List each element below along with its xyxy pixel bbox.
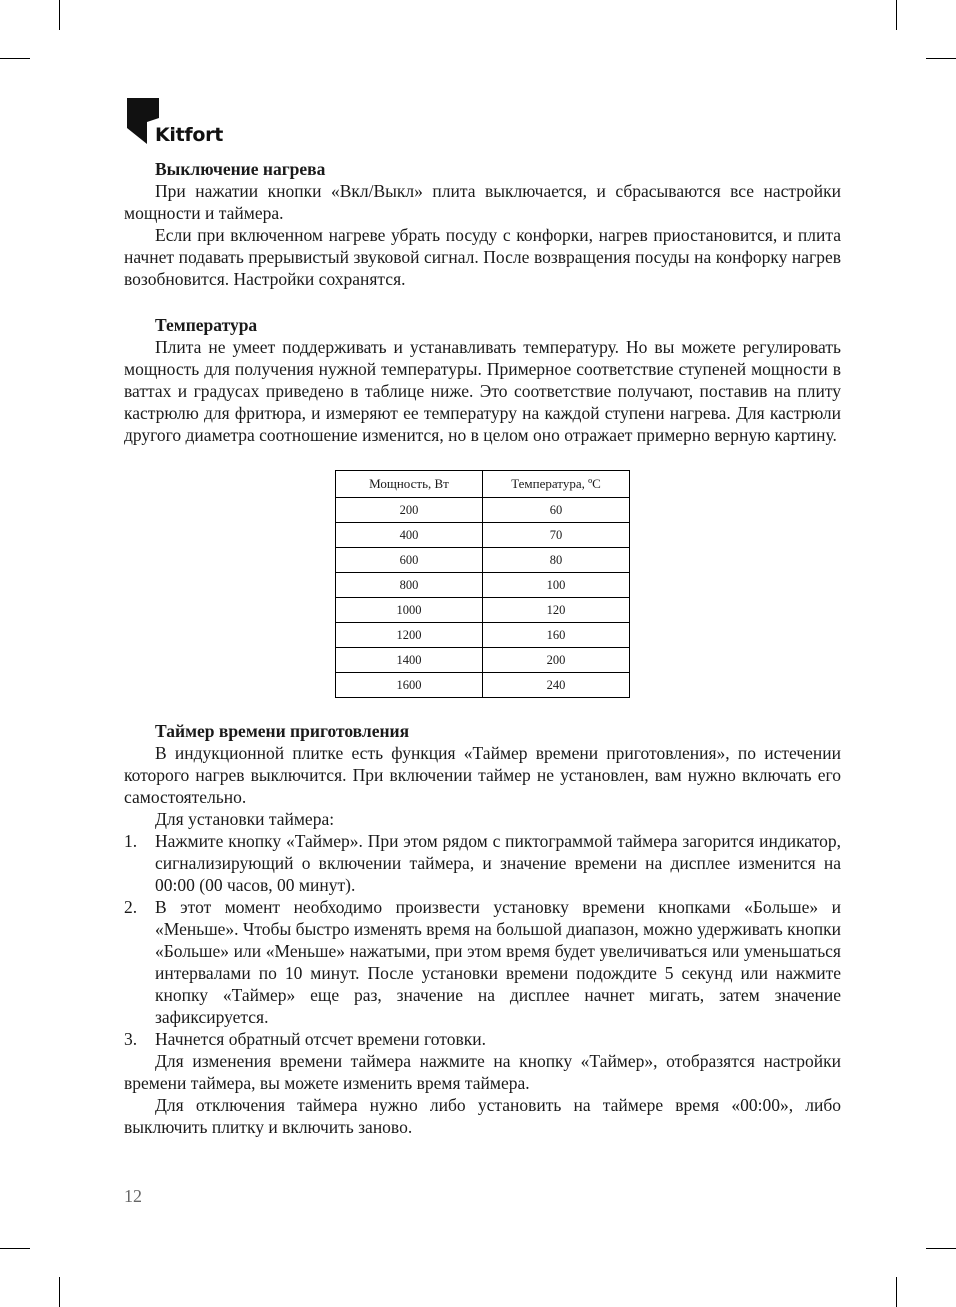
section-title-timer: Таймер времени приготовления: [155, 721, 410, 741]
crop-mark: [926, 1248, 956, 1249]
list-text: В этот момент необходимо произвести установку времени кнопками «Больше» и «Меньше». Чтобы быстро изменять время на большой диапазон, можно удерживать кнопки «Больше» или «Меньше» нажатыми, при этом время будет увеличиваться или уменьшаться интервалами по 10 минут. После установки времени подождите 5 секунд или нажмите кнопку «Таймер» еще раз, значение на дисплее начнет мигать, затем значение зафиксируется.: [155, 897, 841, 1027]
cell-power: 1400: [336, 648, 483, 673]
cell-power: 600: [336, 548, 483, 573]
section-title-temperature: Температура: [155, 315, 258, 335]
cell-temperature: 80: [483, 548, 630, 573]
list-text: Начнется обратный отсчет времени готовки.: [155, 1029, 486, 1049]
table-row: [336, 673, 630, 698]
crop-mark: [0, 1248, 30, 1249]
table-row: [336, 648, 630, 673]
paragraph: Для изменения времени таймера нажмите на кнопку «Таймер», отобразятся настройки времени таймера, вы можете изменить время таймера.: [124, 1051, 841, 1093]
paragraph: Для отключения таймера нужно либо установить на таймере время «00:00», либо выключить плитку и включить заново.: [124, 1095, 841, 1137]
paragraph: Если при включенном нагреве убрать посуду с конфорки, нагрев приостановится, и плита начнет подавать прерывистый звуковой сигнал. После возвращения посуды на конфорку нагрев возобновится. Настройки сохранятся.: [124, 225, 841, 289]
cell-temperature: 70: [483, 523, 630, 548]
brand-name: Kitfort: [155, 124, 223, 146]
cell-temperature: 200: [483, 648, 630, 673]
crop-mark: [59, 1277, 60, 1307]
list-number: 1.: [124, 831, 138, 851]
cell-power: 1200: [336, 623, 483, 648]
list-item: [124, 830, 841, 896]
list-item: [124, 896, 841, 1028]
page-number: 12: [124, 1186, 142, 1206]
table-row: [336, 523, 630, 548]
list-number: 3.: [124, 1029, 138, 1049]
cell-power: 1000: [336, 598, 483, 623]
table-row: [336, 573, 630, 598]
cell-temperature: 240: [483, 673, 630, 698]
crop-mark: [896, 0, 897, 30]
table-row: [336, 623, 630, 648]
section-title-off: Выключение нагрева: [155, 159, 326, 179]
cell-power: 200: [336, 498, 483, 523]
paragraph: При нажатии кнопки «Вкл/Выкл» плита выключается, и сбрасываются все настройки мощности и таймера.: [124, 181, 841, 223]
table-row: [336, 548, 630, 573]
cell-temperature: 100: [483, 573, 630, 598]
paragraph: Для установки таймера:: [155, 809, 335, 829]
crop-mark: [926, 58, 956, 59]
table-row: [336, 498, 630, 523]
table-header-temperature: Температура, ºС: [483, 471, 630, 498]
timer-steps-list: [124, 830, 841, 1050]
cell-power: 1600: [336, 673, 483, 698]
cell-temperature: 120: [483, 598, 630, 623]
crop-mark: [0, 58, 30, 59]
page-content: [124, 158, 841, 1138]
list-number: 2.: [124, 897, 138, 917]
list-text: Нажмите кнопку «Таймер». При этом рядом с пиктограммой таймера загорится индикатор, сигнализирующий о включении таймера, и значение времени на дисплее изменится на 00:00 (00 часов, 00 минут).: [155, 831, 841, 895]
paragraph: В индукционной плитке есть функция «Таймер времени приготовления», по истечении которого нагрев выключится. При включении таймер не установлен, вам нужно включать его самостоятельно.: [124, 743, 841, 807]
paragraph: Плита не умеет поддерживать и устанавливать температуру. Но вы можете регулировать мощность для получения нужной температуры. Примерное соответствие ступеней мощности в ваттах и градусах приведено в таблице ниже. Это соответствие получают, поставив на плиту кастрюлю для фритюра, и измеряют ее температуру на каждой ступени нагрева. Для кастрюли другого диаметра соотношение изменится, но в целом оно отражает примерно верную картину.: [124, 337, 841, 445]
crop-mark: [59, 0, 60, 30]
cell-power: 400: [336, 523, 483, 548]
cell-power: 800: [336, 573, 483, 598]
list-item: [124, 1028, 841, 1050]
table-header-power: Мощность, Вт: [336, 471, 483, 498]
power-temperature-table: [335, 470, 630, 698]
table-row: [336, 598, 630, 623]
cell-temperature: 160: [483, 623, 630, 648]
crop-mark: [896, 1277, 897, 1307]
cell-temperature: 60: [483, 498, 630, 523]
